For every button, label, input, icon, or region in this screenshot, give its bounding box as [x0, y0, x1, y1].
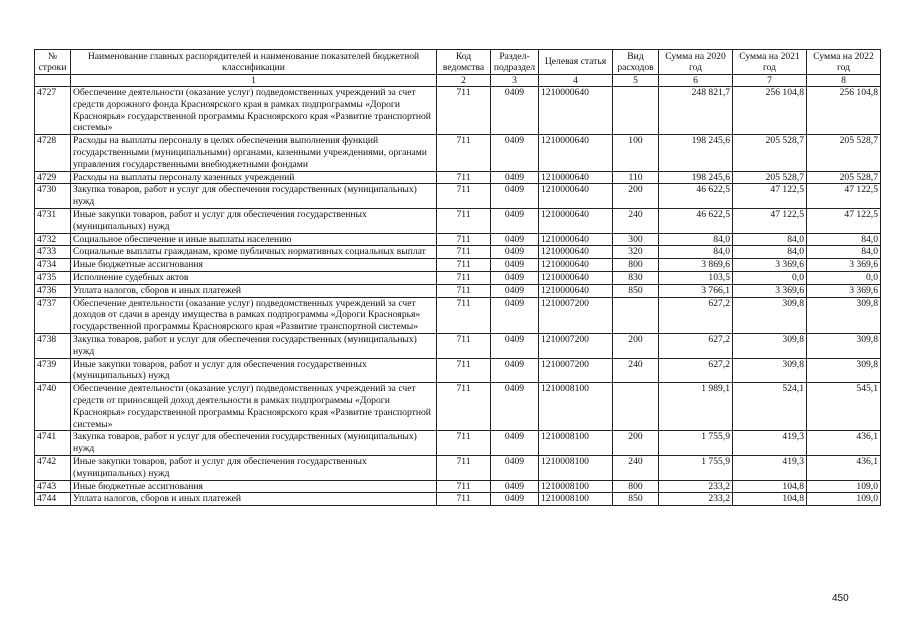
header-expense-kind: Вид расходов [613, 50, 659, 75]
row-sum-2022: 436,1 [807, 455, 881, 480]
column-number: 1 [71, 75, 437, 87]
row-section: 0409 [491, 383, 539, 431]
column-number: 2 [437, 75, 491, 87]
row-target-article: 1210000640 [539, 284, 613, 297]
row-expense-kind: 110 [613, 171, 659, 184]
table-row [35, 431, 881, 456]
row-target-article: 1210000640 [539, 208, 613, 233]
header-sum-2022: Сумма на 2022 год [807, 50, 881, 75]
row-sum-2021: 524,1 [733, 383, 807, 431]
row-target-article: 1210008100 [539, 480, 613, 493]
row-name: Иные закупки товаров, работ и услуг для обеспечения государственных (муниципальных) нужд [71, 455, 437, 480]
row-name: Обеспечение деятельности (оказание услуг) подведомственных учреждений за счет средств от приносящей доход деятельности в рамках подпрограммы «Дороги Красноярья» государственной программы Красноярского края «Развитие транспортной системы» [71, 383, 437, 431]
row-expense-kind: 320 [613, 246, 659, 259]
row-sum-2020: 248 821,7 [659, 87, 733, 135]
row-section: 0409 [491, 271, 539, 284]
row-number: 4731 [35, 208, 71, 233]
row-number: 4740 [35, 383, 71, 431]
row-sum-2022: 84,0 [807, 246, 881, 259]
row-section: 0409 [491, 184, 539, 209]
row-department-code: 711 [437, 493, 491, 506]
row-department-code: 711 [437, 431, 491, 456]
row-sum-2021: 309,8 [733, 358, 807, 383]
table-row [35, 184, 881, 209]
row-expense-kind: 800 [613, 480, 659, 493]
row-sum-2021: 47 122,5 [733, 208, 807, 233]
row-sum-2022: 309,8 [807, 297, 881, 333]
row-department-code: 711 [437, 297, 491, 333]
row-name: Иные закупки товаров, работ и услуг для обеспечения государственных (муниципальных) нужд [71, 208, 437, 233]
row-sum-2022: 205 528,7 [807, 171, 881, 184]
row-name: Закупка товаров, работ и услуг для обеспечения государственных (муниципальных) нужд [71, 184, 437, 209]
row-department-code: 711 [437, 208, 491, 233]
row-sum-2020: 233,2 [659, 480, 733, 493]
column-number: 8 [807, 75, 881, 87]
row-target-article: 1210000640 [539, 135, 613, 171]
row-department-code: 711 [437, 480, 491, 493]
row-sum-2020: 627,2 [659, 333, 733, 358]
row-target-article: 1210000640 [539, 271, 613, 284]
row-sum-2022: 3 369,6 [807, 259, 881, 272]
row-department-code: 711 [437, 171, 491, 184]
row-target-article: 1210000640 [539, 171, 613, 184]
row-department-code: 711 [437, 333, 491, 358]
row-sum-2021: 205 528,7 [733, 135, 807, 171]
row-expense-kind [613, 297, 659, 333]
row-target-article: 1210000640 [539, 87, 613, 135]
row-number: 4730 [35, 184, 71, 209]
row-department-code: 711 [437, 284, 491, 297]
table-row [35, 493, 881, 506]
row-section: 0409 [491, 455, 539, 480]
row-sum-2022: 47 122,5 [807, 208, 881, 233]
row-section: 0409 [491, 358, 539, 383]
table-row [35, 135, 881, 171]
row-target-article: 1210000640 [539, 246, 613, 259]
table-header-row [35, 50, 881, 75]
table-row [35, 480, 881, 493]
table-row [35, 87, 881, 135]
column-number: 3 [491, 75, 539, 87]
row-expense-kind: 850 [613, 493, 659, 506]
row-sum-2021: 104,8 [733, 493, 807, 506]
table-body [35, 87, 881, 506]
row-department-code: 711 [437, 271, 491, 284]
row-name: Иные бюджетные ассигнования [71, 480, 437, 493]
row-name: Уплата налогов, сборов и иных платежей [71, 284, 437, 297]
row-sum-2020: 84,0 [659, 233, 733, 246]
row-sum-2022: 109,0 [807, 493, 881, 506]
row-sum-2020: 1 755,9 [659, 431, 733, 456]
row-department-code: 711 [437, 87, 491, 135]
row-sum-2020: 103,5 [659, 271, 733, 284]
row-sum-2020: 1 989,1 [659, 383, 733, 431]
header-sum-2020: Сумма на 2020 год [659, 50, 733, 75]
row-section: 0409 [491, 171, 539, 184]
row-section: 0409 [491, 480, 539, 493]
row-number: 4737 [35, 297, 71, 333]
table-row [35, 259, 881, 272]
row-sum-2020: 46 622,5 [659, 184, 733, 209]
row-sum-2021: 309,8 [733, 333, 807, 358]
row-section: 0409 [491, 87, 539, 135]
row-sum-2021: 84,0 [733, 246, 807, 259]
row-target-article: 1210000640 [539, 184, 613, 209]
row-department-code: 711 [437, 383, 491, 431]
row-sum-2022: 3 369,6 [807, 284, 881, 297]
row-department-code: 711 [437, 358, 491, 383]
row-name: Уплата налогов, сборов и иных платежей [71, 493, 437, 506]
row-sum-2020: 84,0 [659, 246, 733, 259]
row-name: Обеспечение деятельности (оказание услуг) подведомственных учреждений за счет доходов от сдачи в аренду имущества в рамках подпрограммы «Дороги Красноярья» государственной программы Красноярского края «Развитие транспортной системы» [71, 297, 437, 333]
row-sum-2021: 419,3 [733, 455, 807, 480]
row-expense-kind: 830 [613, 271, 659, 284]
row-name: Расходы на выплаты персоналу в целях обеспечения выполнения функций государственными (муниципальными) органами, казенными учреждениями, органами управления государственными внебюджетными фондами [71, 135, 437, 171]
row-expense-kind [613, 87, 659, 135]
header-name: Наименование главных распорядителей и наименование показателей бюджетной классификации [71, 50, 437, 75]
row-name: Расходы на выплаты персоналу казенных учреждений [71, 171, 437, 184]
row-name: Исполнение судебных актов [71, 271, 437, 284]
row-sum-2022: 436,1 [807, 431, 881, 456]
row-sum-2020: 46 622,5 [659, 208, 733, 233]
row-name: Закупка товаров, работ и услуг для обеспечения государственных (муниципальных) нужд [71, 431, 437, 456]
row-sum-2022: 47 122,5 [807, 184, 881, 209]
row-target-article: 1210007200 [539, 358, 613, 383]
table-row [35, 246, 881, 259]
row-expense-kind: 850 [613, 284, 659, 297]
column-number: 6 [659, 75, 733, 87]
row-sum-2021: 309,8 [733, 297, 807, 333]
row-sum-2022: 109,0 [807, 480, 881, 493]
row-sum-2021: 419,3 [733, 431, 807, 456]
table-row [35, 233, 881, 246]
header-row-number: № строки [35, 50, 71, 75]
row-sum-2021: 205 528,7 [733, 171, 807, 184]
row-expense-kind: 240 [613, 208, 659, 233]
row-section: 0409 [491, 259, 539, 272]
column-number-row [35, 75, 881, 87]
header-section: Раздел-подраздел [491, 50, 539, 75]
row-sum-2020: 1 755,9 [659, 455, 733, 480]
row-section: 0409 [491, 135, 539, 171]
row-number: 4735 [35, 271, 71, 284]
row-sum-2021: 3 369,6 [733, 259, 807, 272]
row-number: 4743 [35, 480, 71, 493]
row-sum-2022: 309,8 [807, 333, 881, 358]
row-target-article: 1210008100 [539, 383, 613, 431]
row-expense-kind: 100 [613, 135, 659, 171]
row-target-article: 1210008100 [539, 493, 613, 506]
row-target-article: 1210000640 [539, 259, 613, 272]
row-target-article: 1210007200 [539, 333, 613, 358]
row-sum-2022: 309,8 [807, 358, 881, 383]
row-sum-2022: 205 528,7 [807, 135, 881, 171]
row-section: 0409 [491, 333, 539, 358]
row-sum-2020: 3 766,1 [659, 284, 733, 297]
row-number: 4728 [35, 135, 71, 171]
row-number: 4744 [35, 493, 71, 506]
table-row [35, 383, 881, 431]
row-department-code: 711 [437, 184, 491, 209]
row-name: Иные закупки товаров, работ и услуг для обеспечения государственных (муниципальных) нужд [71, 358, 437, 383]
row-section: 0409 [491, 208, 539, 233]
row-sum-2021: 0,0 [733, 271, 807, 284]
row-sum-2020: 3 869,6 [659, 259, 733, 272]
row-number: 4727 [35, 87, 71, 135]
header-department-code: Код ведомства [437, 50, 491, 75]
row-expense-kind [613, 383, 659, 431]
row-section: 0409 [491, 233, 539, 246]
column-number: 4 [539, 75, 613, 87]
row-expense-kind: 300 [613, 233, 659, 246]
row-expense-kind: 240 [613, 358, 659, 383]
row-number: 4739 [35, 358, 71, 383]
column-number: 7 [733, 75, 807, 87]
row-name: Социальные выплаты гражданам, кроме публичных нормативных социальных выплат [71, 246, 437, 259]
row-name: Закупка товаров, работ и услуг для обеспечения государственных (муниципальных) нужд [71, 333, 437, 358]
row-number: 4741 [35, 431, 71, 456]
budget-table [34, 49, 881, 506]
table-row [35, 455, 881, 480]
row-target-article: 1210008100 [539, 431, 613, 456]
row-number: 4738 [35, 333, 71, 358]
column-number [35, 75, 71, 87]
row-number: 4729 [35, 171, 71, 184]
row-number: 4736 [35, 284, 71, 297]
table-row [35, 208, 881, 233]
row-sum-2020: 627,2 [659, 358, 733, 383]
header-target-article: Целевая статья [539, 50, 613, 75]
table-row [35, 171, 881, 184]
column-number: 5 [613, 75, 659, 87]
row-sum-2021: 47 122,5 [733, 184, 807, 209]
row-expense-kind: 800 [613, 259, 659, 272]
row-target-article: 1210000640 [539, 233, 613, 246]
row-name: Социальное обеспечение и иные выплаты населению [71, 233, 437, 246]
row-sum-2022: 545,1 [807, 383, 881, 431]
row-section: 0409 [491, 493, 539, 506]
row-number: 4742 [35, 455, 71, 480]
row-number: 4734 [35, 259, 71, 272]
row-expense-kind: 240 [613, 455, 659, 480]
row-department-code: 711 [437, 233, 491, 246]
row-number: 4732 [35, 233, 71, 246]
row-sum-2022: 256 104,8 [807, 87, 881, 135]
page-number: 450 [832, 593, 849, 604]
row-expense-kind: 200 [613, 184, 659, 209]
header-sum-2021: Сумма на 2021 год [733, 50, 807, 75]
row-department-code: 711 [437, 259, 491, 272]
table-row [35, 271, 881, 284]
row-sum-2021: 104,8 [733, 480, 807, 493]
row-sum-2021: 84,0 [733, 233, 807, 246]
table-row [35, 297, 881, 333]
row-sum-2020: 198 245,6 [659, 135, 733, 171]
table-row [35, 333, 881, 358]
row-sum-2022: 0,0 [807, 271, 881, 284]
row-section: 0409 [491, 431, 539, 456]
table-row [35, 284, 881, 297]
row-name: Обеспечение деятельности (оказание услуг) подведомственных учреждений за счет средств дорожного фонда Красноярского края в рамках подпрограммы «Дороги Красноярья» государственной программы Красноярского края «Развитие транспортной системы» [71, 87, 437, 135]
row-target-article: 1210008100 [539, 455, 613, 480]
row-sum-2020: 198 245,6 [659, 171, 733, 184]
row-sum-2020: 627,2 [659, 297, 733, 333]
row-department-code: 711 [437, 455, 491, 480]
row-expense-kind: 200 [613, 333, 659, 358]
row-department-code: 711 [437, 135, 491, 171]
row-target-article: 1210007200 [539, 297, 613, 333]
row-section: 0409 [491, 246, 539, 259]
row-name: Иные бюджетные ассигнования [71, 259, 437, 272]
row-sum-2021: 3 369,6 [733, 284, 807, 297]
table-row [35, 358, 881, 383]
row-sum-2022: 84,0 [807, 233, 881, 246]
row-section: 0409 [491, 297, 539, 333]
row-sum-2020: 233,2 [659, 493, 733, 506]
row-sum-2021: 256 104,8 [733, 87, 807, 135]
row-expense-kind: 200 [613, 431, 659, 456]
row-department-code: 711 [437, 246, 491, 259]
row-section: 0409 [491, 284, 539, 297]
row-number: 4733 [35, 246, 71, 259]
